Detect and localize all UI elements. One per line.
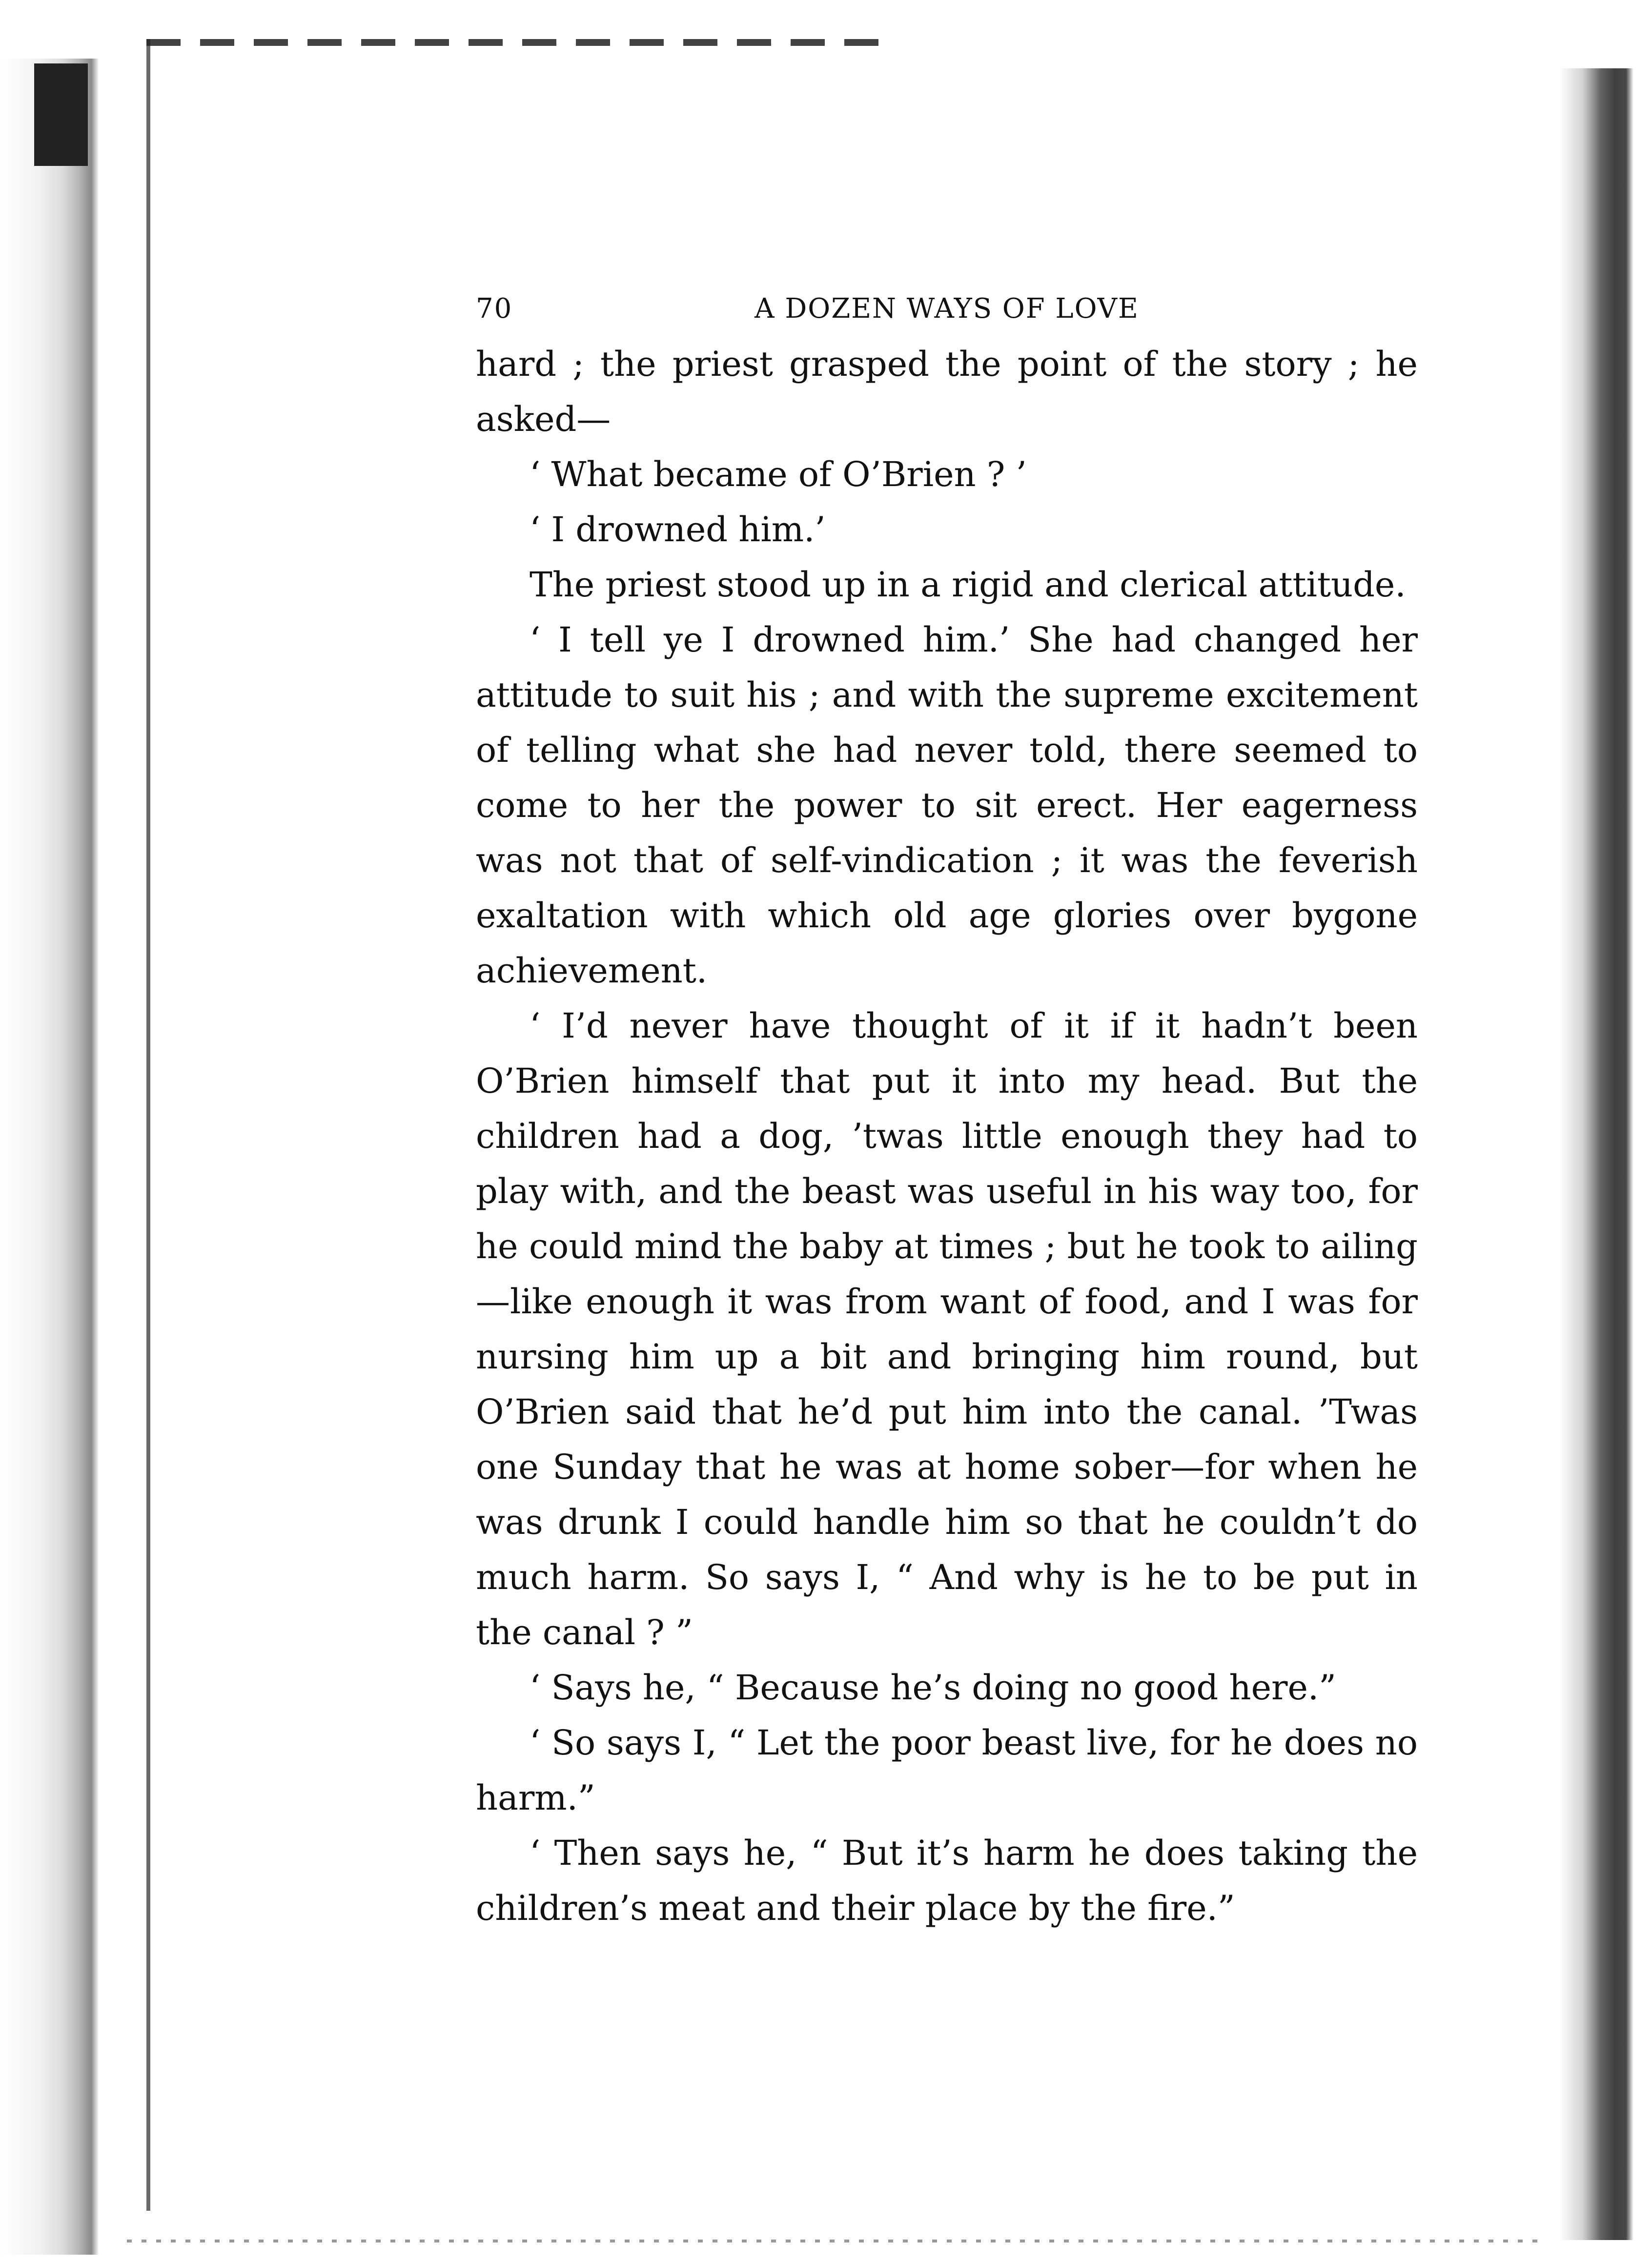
paragraph-6: ‘ I’d never have thought of it if it hadn’t been O’Brien himself that put it into my head. But the children had a dog, ’twas little enough they had to play with, and the beast was useful in his way too, for he could mind the baby at times ; but he took to ailing—like enough it was from want of food, and I was for nursing him up a bit and bringing him round, but O’Brien said that he’d put him into the canal. ’Twas one Sunday that he was at home sober—for when he was drunk I could handle him so that he couldn’t do much harm. So says I, “ And why is he to be put in the canal ? ” <box>476 1006 1418 1652</box>
running-title: A DOZEN WAYS OF LOVE <box>755 293 1139 325</box>
paragraph-1: hard ; the priest grasped the point of the story ; he asked— <box>476 344 1418 439</box>
scan-edge-bottom <box>127 2240 1542 2242</box>
book-page <box>476 283 1418 1936</box>
paragraph-4: The priest stood up in a rigid and clerical attitude. <box>530 565 1406 605</box>
running-head <box>476 283 1418 337</box>
paragraph-8: ‘ So says I, “ Let the poor beast live, for he does no harm.” <box>476 1723 1418 1818</box>
scan-shadow-left <box>0 59 127 2255</box>
paragraph-2: ‘ What became of O’Brien ? ’ <box>530 454 1027 494</box>
scan-shadow-right <box>1559 68 1652 2240</box>
scan-mark-left <box>34 63 88 166</box>
paragraph-5: ‘ I tell ye I drowned him.’ She had changed her attitude to suit his ; and with the supreme excitement of telling what she had never told, there seemed to come to her the power to sit erect. Her eagerness was not that of self-vindication ; it was the feverish exaltation with which old age glories over bygone achievement. <box>476 620 1418 991</box>
paragraph-7: ‘ Says he, “ Because he’s doing no good here.” <box>530 1668 1336 1708</box>
paragraph-9: ‘ Then says he, “ But it’s harm he does taking the children’s meat and their place by the fire.” <box>476 1833 1418 1928</box>
paragraph-3: ‘ I drowned him.’ <box>530 509 826 550</box>
page-number: 70 <box>476 293 513 325</box>
scan-edge-top <box>146 39 878 46</box>
body-text <box>476 337 1418 1936</box>
page-edge-left <box>146 39 150 2211</box>
